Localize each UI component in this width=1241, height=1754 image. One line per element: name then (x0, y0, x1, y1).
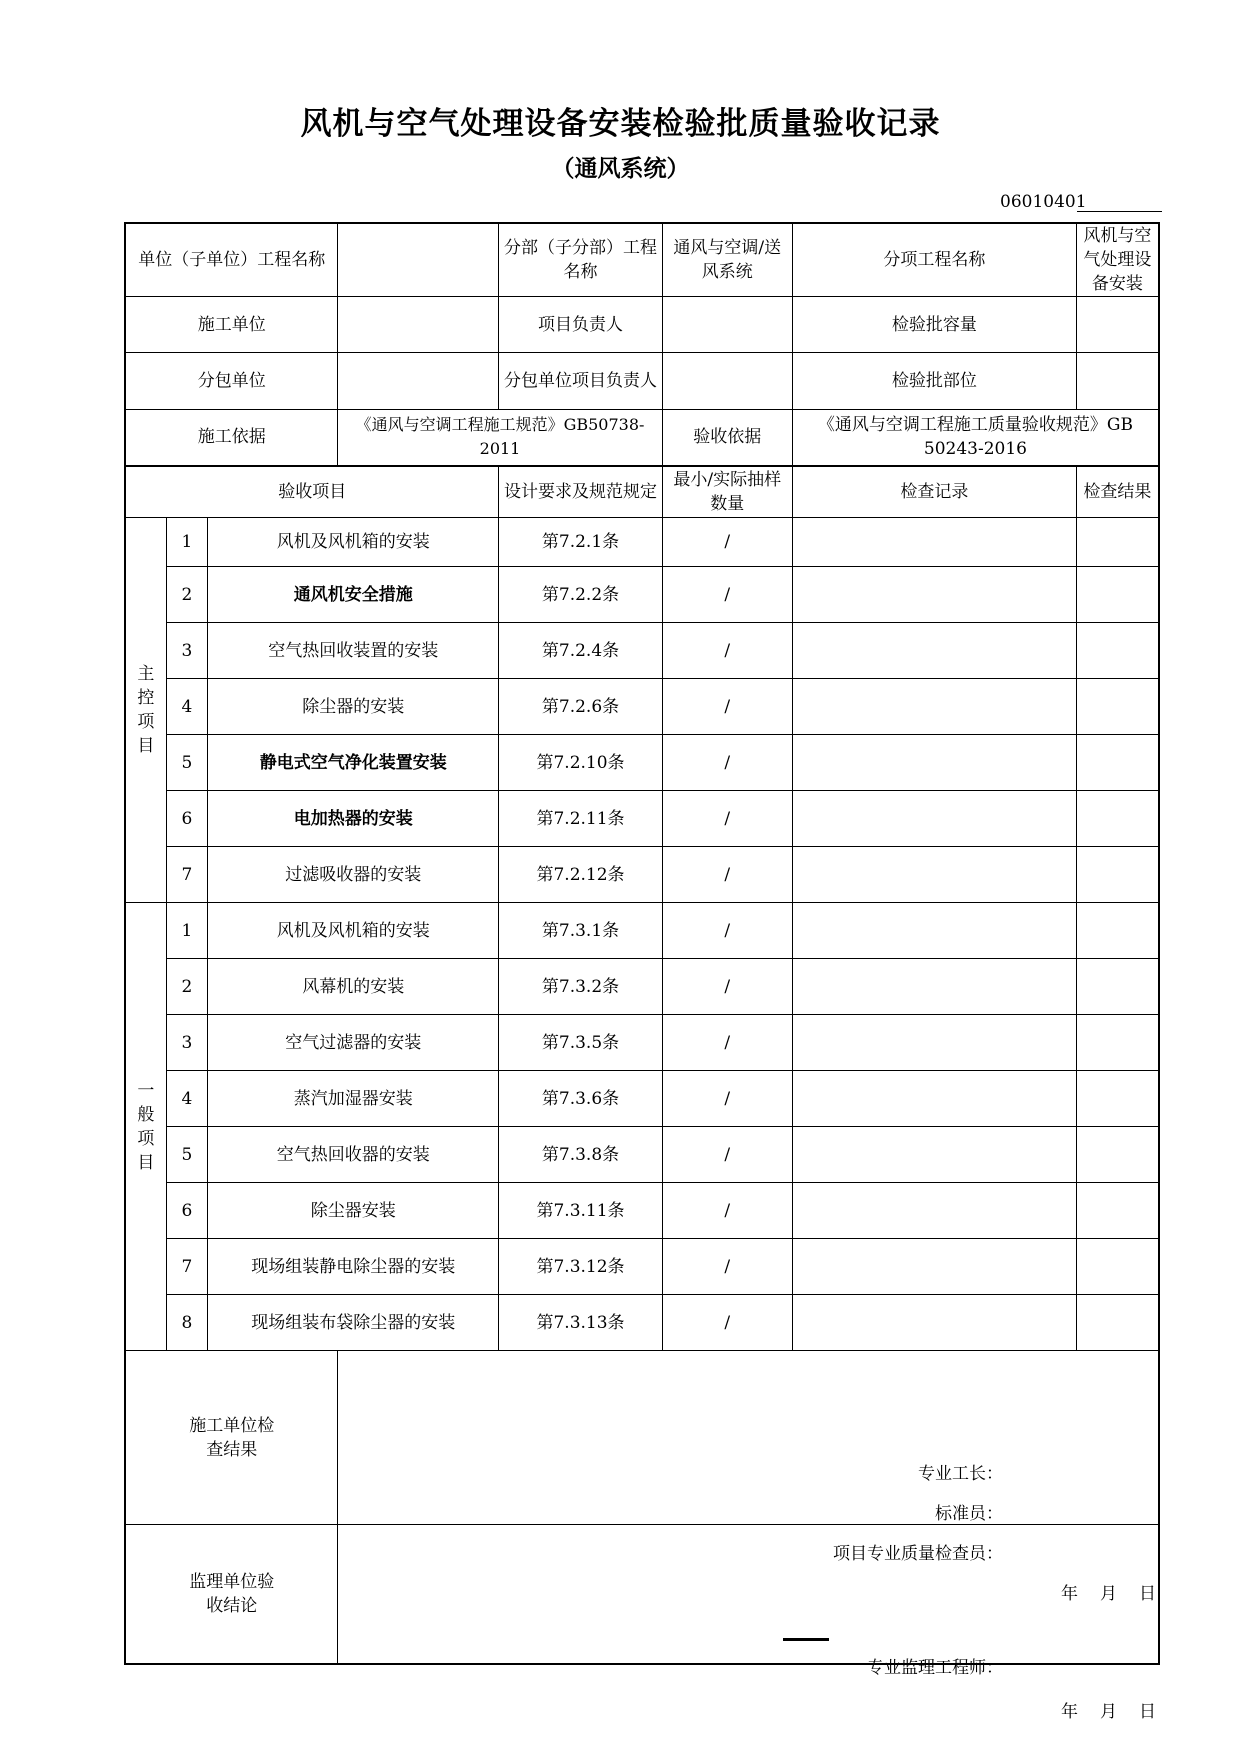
main-row-4-no: 4 (166, 679, 207, 735)
general-row-6-sample[interactable]: / (662, 1183, 792, 1239)
main-row-1-name: 风机及风机箱的安装 (208, 518, 499, 567)
inspection-record-table (124, 222, 1160, 1722)
main-row-4-name: 除尘器的安装 (208, 679, 499, 735)
general-row-6-clause: 第7.3.11条 (499, 1183, 662, 1239)
main-row-6-result[interactable] (1076, 791, 1159, 847)
general-row-5-no: 5 (166, 1127, 207, 1183)
main-row-7-result[interactable] (1076, 847, 1159, 903)
main-row-4-result[interactable] (1076, 679, 1159, 735)
general-row-7-result[interactable] (1076, 1239, 1159, 1295)
main-row-5-name: 静电式空气净化装置安装 (208, 735, 499, 791)
main-row-3-sample[interactable]: / (662, 623, 792, 679)
general-row-8-no: 8 (166, 1295, 207, 1351)
contractor-check-date: 年 月 日 (1061, 1583, 1156, 1604)
general-row-4-sample[interactable]: / (662, 1071, 792, 1127)
main-row-3-record[interactable] (792, 623, 1076, 679)
main-row-6-name: 电加热器的安装 (208, 791, 499, 847)
main-row-5-record[interactable] (792, 735, 1076, 791)
supervision-engineer-signature-label: 专业监理工程师： (867, 1657, 1003, 1678)
general-row-5-clause: 第7.3.8条 (499, 1127, 662, 1183)
manager-label: 项目负责人 (499, 297, 662, 353)
general-row-8-result[interactable] (1076, 1295, 1159, 1351)
general-row-3-record[interactable] (792, 1015, 1076, 1071)
foreman-signature-label: 专业工长： (918, 1463, 1003, 1484)
form-code: 06010401 (1000, 192, 1087, 212)
supervision-conclusion-area[interactable] (338, 1525, 1159, 1722)
main-group-label: 主控项目 (125, 518, 166, 903)
main-row-6-clause: 第7.2.11条 (499, 791, 662, 847)
standard-officer-signature-label: 标准员： (935, 1503, 1003, 1524)
column-item-header: 验收项目 (125, 466, 499, 518)
main-row-3-no: 3 (166, 623, 207, 679)
general-row-7-no: 7 (166, 1239, 207, 1295)
general-row-2-clause: 第7.3.2条 (499, 959, 662, 1015)
subdivision-value[interactable]: 通风与空调/送风系统 (662, 223, 792, 297)
contractor-check-label: 施工单位检查结果 (125, 1351, 338, 1525)
general-row-2-no: 2 (166, 959, 207, 1015)
subcontractor-value[interactable] (338, 353, 499, 410)
main-row-7-clause: 第7.2.12条 (499, 847, 662, 903)
location-value[interactable] (1076, 353, 1159, 410)
general-row-3-no: 3 (166, 1015, 207, 1071)
general-row-4-clause: 第7.3.6条 (499, 1071, 662, 1127)
main-row-1-clause: 第7.2.1条 (499, 518, 662, 567)
main-row-4-clause: 第7.2.6条 (499, 679, 662, 735)
general-row-7-record[interactable] (792, 1239, 1076, 1295)
general-row-6-no: 6 (166, 1183, 207, 1239)
signature-dash-mark (783, 1638, 829, 1641)
main-row-6-no: 6 (166, 791, 207, 847)
main-row-5-no: 5 (166, 735, 207, 791)
unit-label: 单位（子单位）工程名称 (125, 223, 338, 297)
general-row-2-name: 风幕机的安装 (208, 959, 499, 1015)
main-row-2-name: 通风机安全措施 (208, 567, 499, 623)
main-row-2-sample[interactable]: / (662, 567, 792, 623)
general-row-1-no: 1 (166, 903, 207, 959)
main-row-7-no: 7 (166, 847, 207, 903)
general-row-1-record[interactable] (792, 903, 1076, 959)
general-row-6-result[interactable] (1076, 1183, 1159, 1239)
column-record-header: 检查记录 (792, 466, 1076, 518)
general-row-5-record[interactable] (792, 1127, 1076, 1183)
location-label: 检验批部位 (792, 353, 1076, 410)
general-row-3-result[interactable] (1076, 1015, 1159, 1071)
general-row-1-sample[interactable]: / (662, 903, 792, 959)
document-title: 风机与空气处理设备安装检验批质量验收记录 (300, 106, 941, 142)
main-row-5-clause: 第7.2.10条 (499, 735, 662, 791)
general-row-3-name: 空气过滤器的安装 (208, 1015, 499, 1071)
main-row-4-record[interactable] (792, 679, 1076, 735)
main-row-2-record[interactable] (792, 567, 1076, 623)
general-row-4-no: 4 (166, 1071, 207, 1127)
general-row-3-clause: 第7.3.5条 (499, 1015, 662, 1071)
general-row-1-clause: 第7.3.1条 (499, 903, 662, 959)
general-row-2-result[interactable] (1076, 959, 1159, 1015)
capacity-value[interactable] (1076, 297, 1159, 353)
general-row-8-name: 现场组装布袋除尘器的安装 (208, 1295, 499, 1351)
general-row-8-clause: 第7.3.13条 (499, 1295, 662, 1351)
main-row-7-record[interactable] (792, 847, 1076, 903)
main-row-7-name: 过滤吸收器的安装 (208, 847, 499, 903)
general-row-5-result[interactable] (1076, 1127, 1159, 1183)
document-subtitle: （通风系统） (551, 156, 690, 182)
general-row-1-name: 风机及风机箱的安装 (208, 903, 499, 959)
unit-value[interactable] (338, 223, 499, 297)
general-row-2-sample[interactable]: / (662, 959, 792, 1015)
main-row-4-sample[interactable]: / (662, 679, 792, 735)
sub-manager-value[interactable] (662, 353, 792, 410)
contractor-value[interactable] (338, 297, 499, 353)
subcontractor-label: 分包单位 (125, 353, 338, 410)
acceptance-label: 验收依据 (662, 410, 792, 466)
main-row-3-result[interactable] (1076, 623, 1159, 679)
general-row-5-sample[interactable]: / (662, 1127, 792, 1183)
general-row-4-record[interactable] (792, 1071, 1076, 1127)
general-row-6-name: 除尘器安装 (208, 1183, 499, 1239)
general-row-4-result[interactable] (1076, 1071, 1159, 1127)
main-row-7-sample[interactable]: / (662, 847, 792, 903)
main-row-2-result[interactable] (1076, 567, 1159, 623)
supervision-date: 年 月 日 (1061, 1701, 1156, 1722)
main-row-1-sample[interactable]: / (662, 518, 792, 567)
form-code-suffix-line (1077, 211, 1162, 212)
main-row-2-no: 2 (166, 567, 207, 623)
basis-value: 《通风与空调工程施工规范》GB50738-2011 (338, 410, 662, 466)
main-row-5-sample[interactable]: / (662, 735, 792, 791)
general-row-8-record[interactable] (792, 1295, 1076, 1351)
column-result-header: 检查结果 (1076, 466, 1159, 518)
general-row-1-result[interactable] (1076, 903, 1159, 959)
sub-manager-label: 分包单位项目负责人 (499, 353, 662, 410)
general-row-5-name: 空气热回收器的安装 (208, 1127, 499, 1183)
main-row-3-clause: 第7.2.4条 (499, 623, 662, 679)
main-row-1-no: 1 (166, 518, 207, 567)
manager-value[interactable] (662, 297, 792, 353)
main-row-3-name: 空气热回收装置的安装 (208, 623, 499, 679)
general-row-8-sample[interactable]: / (662, 1295, 792, 1351)
basis-label: 施工依据 (125, 410, 338, 466)
item-value[interactable]: 风机与空气处理设备安装 (1076, 223, 1159, 297)
general-group-label: 一般项目 (125, 903, 166, 1351)
main-row-1-record[interactable] (792, 518, 1076, 567)
general-row-2-record[interactable] (792, 959, 1076, 1015)
item-label: 分项工程名称 (792, 223, 1076, 297)
general-row-4-name: 蒸汽加湿器安装 (208, 1071, 499, 1127)
subdivision-label: 分部（子分部）工程名称 (499, 223, 662, 297)
main-row-2-clause: 第7.2.2条 (499, 567, 662, 623)
capacity-label: 检验批容量 (792, 297, 1076, 353)
contractor-label: 施工单位 (125, 297, 338, 353)
general-row-7-clause: 第7.3.12条 (499, 1239, 662, 1295)
general-row-6-record[interactable] (792, 1183, 1076, 1239)
general-row-7-name: 现场组装静电除尘器的安装 (208, 1239, 499, 1295)
quality-inspector-signature-label: 项目专业质量检查员： (833, 1543, 1003, 1564)
contractor-check-area[interactable] (338, 1351, 1159, 1604)
main-row-6-sample[interactable]: / (662, 791, 792, 847)
main-row-6-record[interactable] (792, 791, 1076, 847)
supervision-label: 监理单位验收结论 (125, 1525, 338, 1664)
main-row-1-result[interactable] (1076, 518, 1159, 567)
general-row-7-sample[interactable]: / (662, 1239, 792, 1295)
acceptance-value: 《通风与空调工程施工质量验收规范》GB 50243-2016 (792, 410, 1159, 466)
main-row-5-result[interactable] (1076, 735, 1159, 791)
general-row-3-sample[interactable]: / (662, 1015, 792, 1071)
column-sampling-header: 最小/实际抽样数量 (662, 466, 792, 518)
column-requirement-header: 设计要求及规范规定 (499, 466, 662, 518)
